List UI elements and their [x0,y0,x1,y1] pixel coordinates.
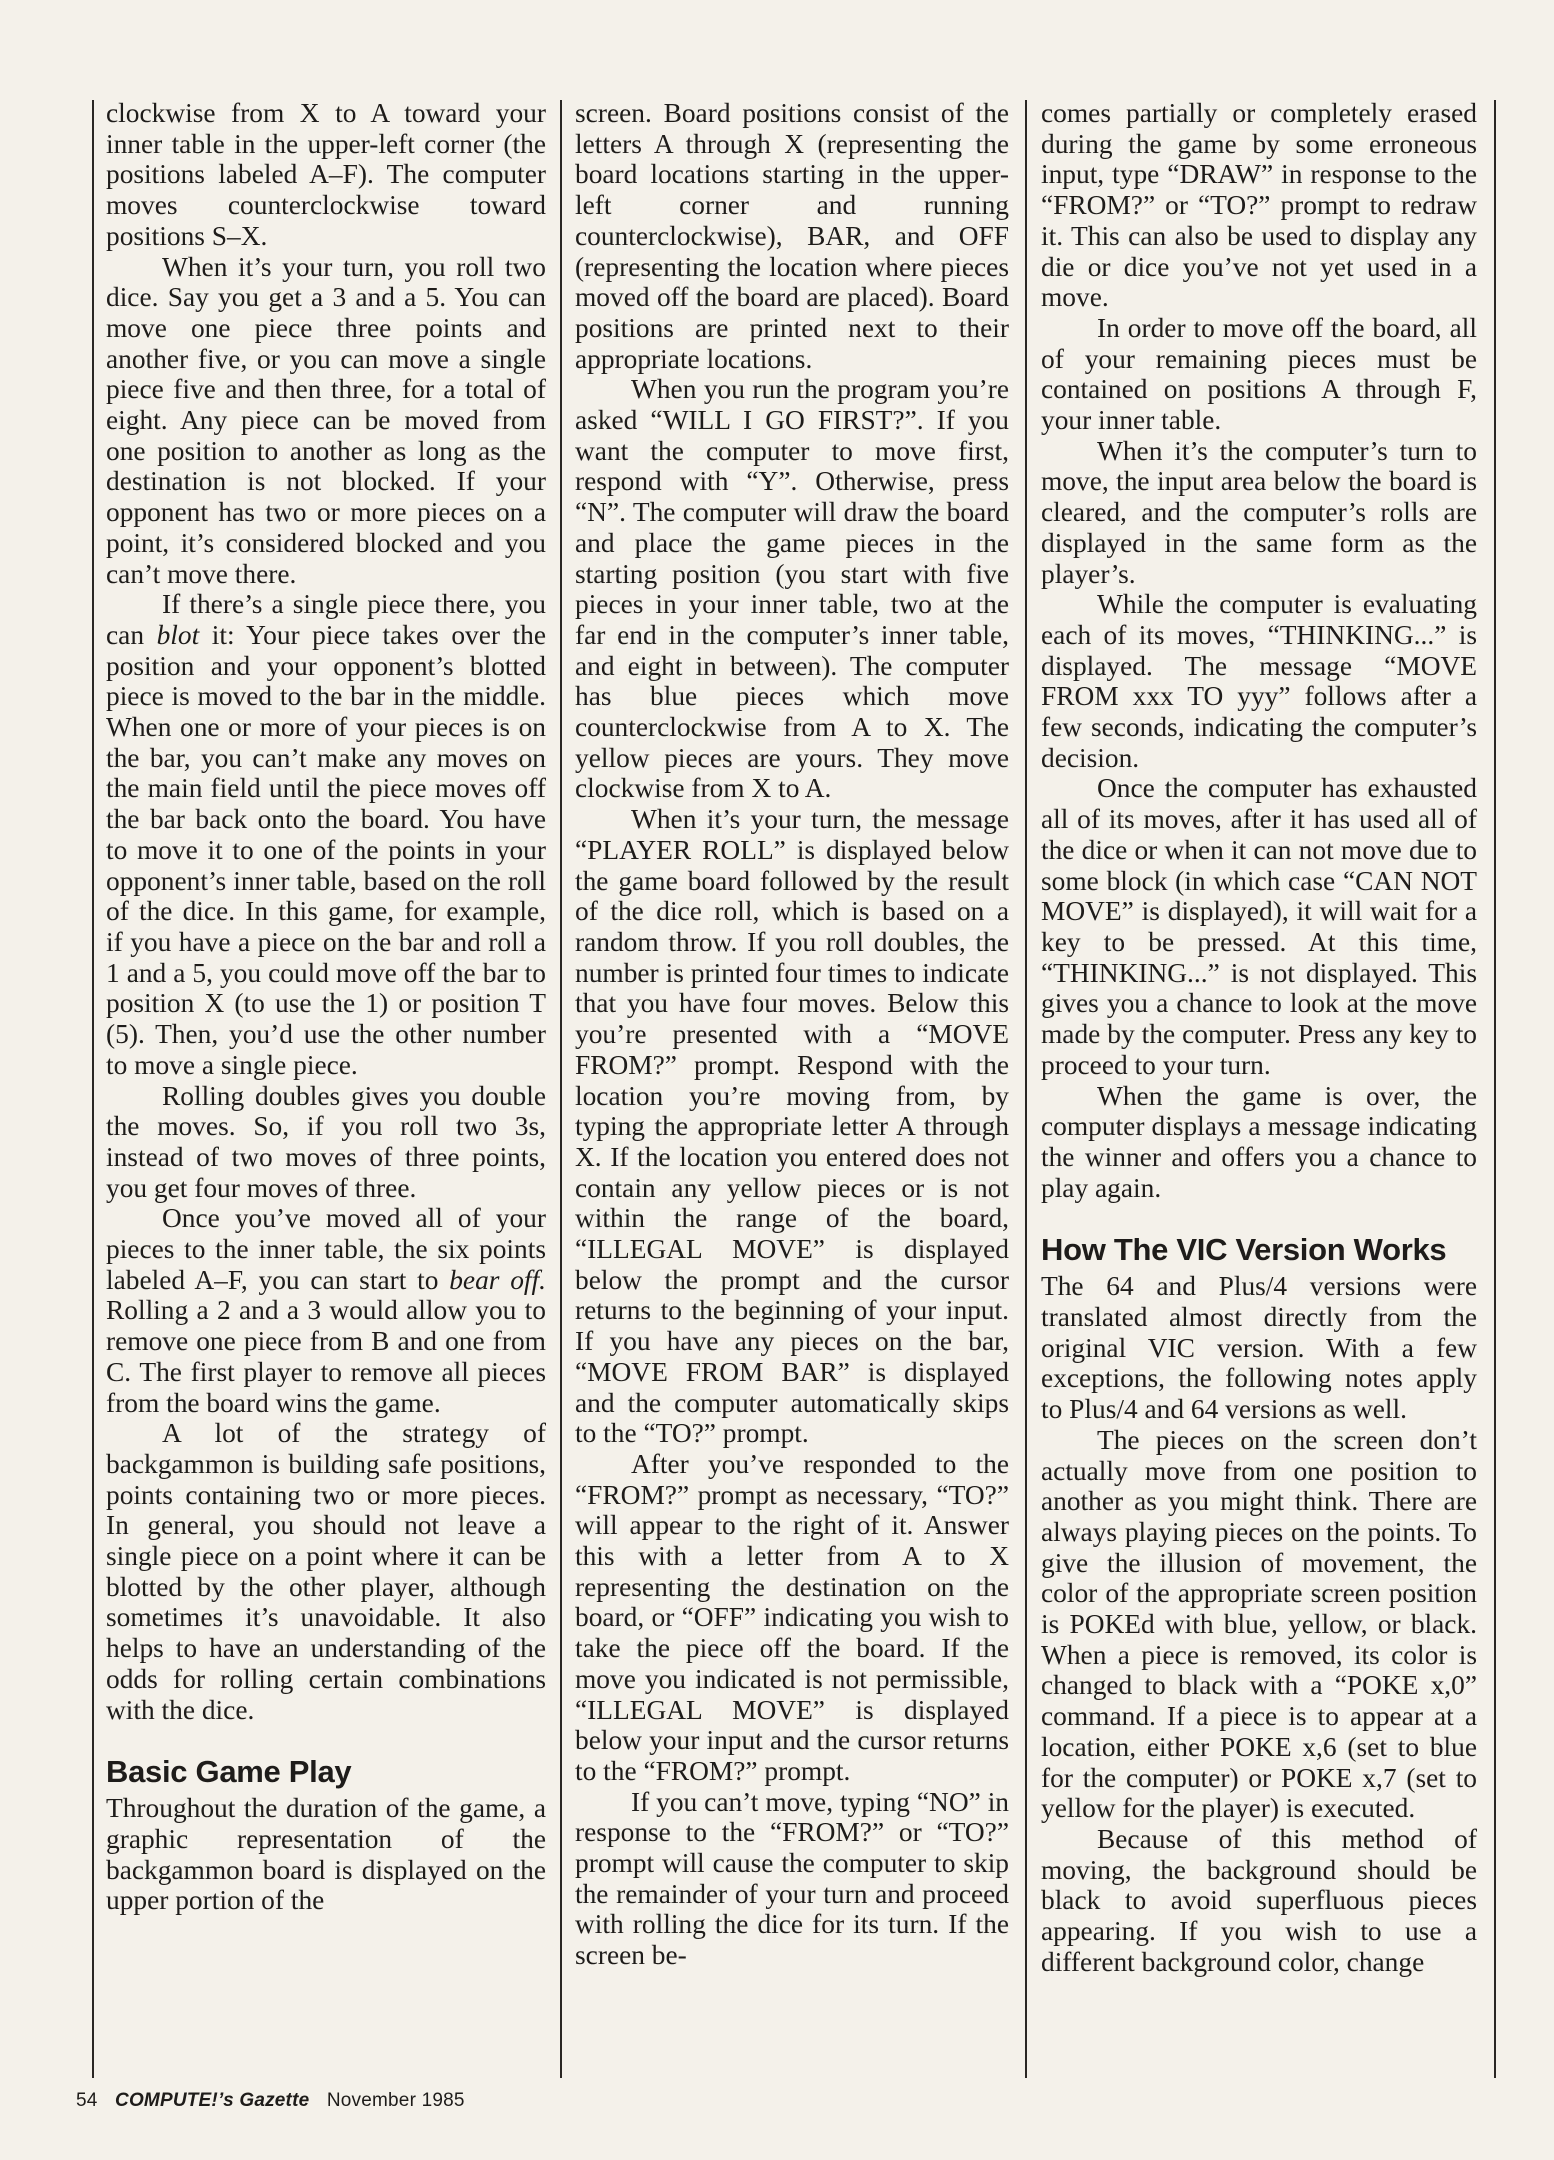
paragraph: After you’ve responded to the “FROM?” prompt as necessary, “TO?” will appear to the right of it. Answer this with a letter from A to X representing the destination on the board, or “OFF” indicating you wish to take the piece off the board. If the move you indicated is not permissible, “ILLEGAL MOVE” is displayed below your input and the cursor returns to the “FROM?” prompt. [575,1448,1009,1786]
magazine-title: COMPUTE!’s Gazette [115,2090,310,2111]
paragraph [106,589,546,1080]
paragraph: When it’s your turn, the message “PLAYER ROLL” is displayed below the game board followed by the result of the dice roll, which is based on a random throw. If you roll doubles, the number is printed four times to indicate that you have four moves. Below this you’re presented with a “MOVE FROM?” prompt. Respond with the location you’re moving from, by typing the appropriate letter A through X. If the location you entered does not contain any yellow pieces or is not within the range of the board, “ILLEGAL MOVE” is displayed below the prompt and the cursor returns to the beginning of your input. If you have any pieces on the bar, “MOVE FROM BAR” is displayed and the computer automatically skips to the “TO?” prompt. [575,804,1009,1449]
column-rule-middle-right [1025,100,1027,2078]
paragraph: Because of this method of moving, the background should be black to avoid superfluous pieces appearing. If you wish to use a different background color, change [1041,1823,1477,1977]
emphasis-term: bear off. [449,1264,546,1295]
article-column-1 [106,98,546,2074]
issue-date: November 1985 [326,2090,465,2111]
text-run: Once you’ve moved all of your pieces to the inner table, the six points labeled A–F, you can start to [106,1203,546,1295]
text-run: If there’s a single piece there, you can [106,589,546,650]
section-heading: Basic Game Play [106,1754,352,1790]
paragraph: comes partially or completely erased during the game by some erroneous input, type “DRAW” in response to the “FROM?” or “TO?” prompt to redraw it. This can also be used to display any die or dice you’ve not yet used in a move. [1041,98,1477,313]
paragraph: screen. Board positions consist of the letters A through X (representing the board locations starting in the upper-left corner and running counterclockwise), BAR, and OFF (representing the location where pieces moved off the board are placed). Board positions are printed next to their appropriate locations. [575,98,1009,374]
paragraph: Rolling doubles gives you double the moves. So, if you roll two 3s, instead of two moves of three points, you get four moves of three. [106,1080,546,1203]
article-column-3 [1041,98,1477,2074]
text-run: Rolling a 2 and a 3 would allow you to remove one piece from B and one from C. The first player to remove all pieces from the board wins the game. [106,1295,546,1418]
paragraph: When it’s the computer’s turn to move, the input area below the board is cleared, and the computer’s rolls are displayed in the same form as the player’s. [1041,435,1477,589]
paragraph: If you can’t move, typing “NO” in response to the “FROM?” or “TO?” prompt will cause the computer to skip the remainder of your turn and proceed with rolling the dice for its turn. If the screen be- [575,1786,1009,1971]
column-rule-middle-left [560,100,562,2078]
text-run: it: Your piece takes over the position and your opponent’s blotted piece is moved to the bar in the middle. When one or more of your pieces is on the bar, you can’t make any moves on the main field until the piece moves off the bar back onto the board. You have to move it to one of the points in your opponent’s inner table, based on the roll of the dice. In this game, for example, if you have a piece on the bar and roll a 1 and a 5, you could move off the bar to position X (to use the 1) or position T (5). Then, you’d use the other number to move a single piece. [106,619,546,1080]
paragraph: When the game is over, the computer displays a message indicating the winner and offers you a chance to play again. [1041,1080,1477,1203]
column-rule-right [1494,100,1496,2078]
paragraph: A lot of the strategy of backgammon is building safe positions, points containing two or more pieces. In general, you should not leave a single piece on a point where it can be blotted by the other player, although sometimes it’s unavoidable. It also helps to have an understanding of the odds for rolling certain combinations with the dice. [106,1418,546,1725]
paragraph: The pieces on the screen don’t actually move from one position to another as you might think. There are always playing pieces on the points. To give the illusion of movement, the color of the appropriate screen position is POKEd with blue, yellow, or black. When a piece is removed, its color is changed to black with a “POKE x,0” command. If a piece is to appear at a location, either POKE x,6 (set to blue for the computer) or POKE x,7 (set to yellow for the player) is executed. [1041,1424,1477,1824]
paragraph: While the computer is evaluating each of its moves, “THINKING...” is displayed. The message “MOVE FROM xxx TO yyy” follows after a few seconds, indicating the computer’s decision. [1041,589,1477,773]
section-heading: How The VIC Version Works [1041,1232,1447,1268]
column-rule-left [92,100,94,2078]
paragraph [106,1203,546,1418]
paragraph: The 64 and Plus/4 versions were translated almost directly from the original VIC version. With a few exceptions, the following notes apply to Plus/4 and 64 versions as well. [1041,1271,1477,1425]
paragraph: When it’s your turn, you roll two dice. Say you get a 3 and a 5. You can move one piece three points and another five, or you can move a single piece five and then three, for a total of eight. Any piece can be moved from one position to another as long as the destination is not blocked. If your opponent has two or more pieces on a point, it’s considered blocked and you can’t move there. [106,251,546,589]
paragraph: Throughout the duration of the game, a graphic representation of the backgammon board is displayed on the upper portion of the [106,1793,546,1916]
paragraph: clockwise from X to A toward your inner table in the upper-left corner (the positions labeled A–F). The computer moves counterclockwise toward positions S–X. [106,98,546,251]
paragraph: Once the computer has exhausted all of its moves, after it has used all of the dice or when it can not move due to some block (in which case “CAN NOT MOVE” is displayed), it will wait for a key to be pressed. At this time, “THINKING...” is not displayed. This gives you a chance to look at the move made by the computer. Press any key to proceed to your turn. [1041,773,1477,1080]
paragraph: In order to move off the board, all of your remaining pieces must be contained on positions A through F, your inner table. [1041,312,1477,436]
page-footer [76,2090,477,2112]
article-column-2 [575,98,1009,2074]
paragraph: When you run the program you’re asked “WILL I GO FIRST?”. If you want the computer to move first, respond with “Y”. Otherwise, press “N”. The computer will draw the board and place the game pieces in the starting position (you start with five pieces in your inner table, two at the far end in the computer’s inner table, and eight in between). The computer has blue pieces which move counterclockwise from A to X. The yellow pieces are yours. They move clockwise from X to A. [575,374,1009,804]
page-number: 54 [76,2090,98,2111]
emphasis-term: blot [156,619,200,650]
